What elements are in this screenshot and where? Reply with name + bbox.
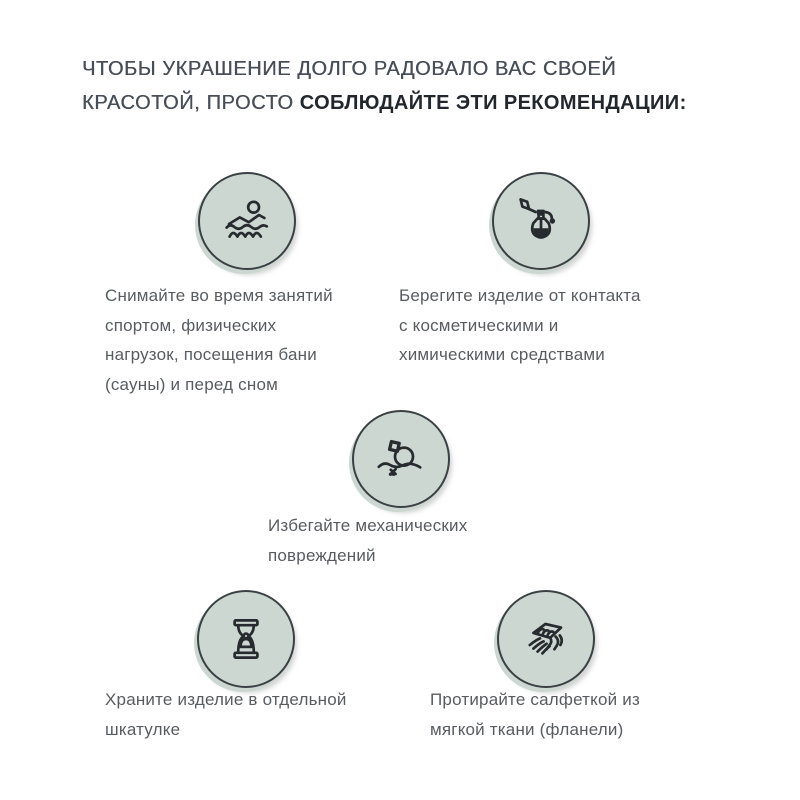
caption-line: Снимайте во время занятий — [105, 286, 333, 305]
icon-circle-storage — [197, 590, 295, 688]
title-line-2-regular: КРАСОТОЙ, ПРОСТО — [82, 92, 300, 114]
caption-line: химическими средствами — [399, 345, 605, 364]
title-line-2 — [82, 86, 742, 120]
icon-circle-damage — [352, 410, 450, 508]
caption-wiping — [430, 685, 730, 744]
perfume-atomizer-icon — [511, 191, 571, 251]
jewelry-box-icon — [216, 609, 276, 669]
caption-sport — [105, 281, 405, 399]
title-line-2-bold: СОБЛЮДАЙТЕ ЭТИ РЕКОМЕНДАЦИИ: — [299, 92, 687, 114]
caption-line: спортом, физических — [105, 315, 277, 335]
wiping-cloth-hands-icon — [516, 609, 576, 669]
caption-line: Избегайте механических — [268, 516, 468, 535]
scratched-ring-icon — [371, 429, 431, 489]
caption-damage — [268, 511, 558, 570]
page-title — [82, 52, 742, 120]
caption-line: (сауны) и перед сном — [105, 374, 279, 394]
caption-line: Храните изделие в отдельной — [105, 690, 347, 709]
icon-circle-sport — [198, 172, 296, 270]
caption-line: нагрузок, посещения бани — [105, 345, 317, 364]
caption-line: повреждений — [268, 545, 376, 565]
caption-line: Берегите изделие от контакта — [399, 286, 641, 305]
swimmer-icon — [217, 191, 277, 251]
caption-line: шкатулке — [105, 719, 181, 739]
title-line-1: ЧТОБЫ УКРАШЕНИЕ ДОЛГО РАДОВАЛО ВАС СВОЕЙ — [82, 58, 617, 80]
icon-circle-wiping — [497, 590, 595, 688]
caption-line: с косметическими и — [399, 315, 559, 335]
caption-line: мягкой ткани (фланели) — [430, 719, 624, 739]
caption-storage — [105, 685, 415, 744]
caption-line: Протирайте салфеткой из — [430, 690, 640, 709]
caption-cosmetics — [399, 281, 709, 370]
icon-circle-cosmetics — [492, 172, 590, 270]
